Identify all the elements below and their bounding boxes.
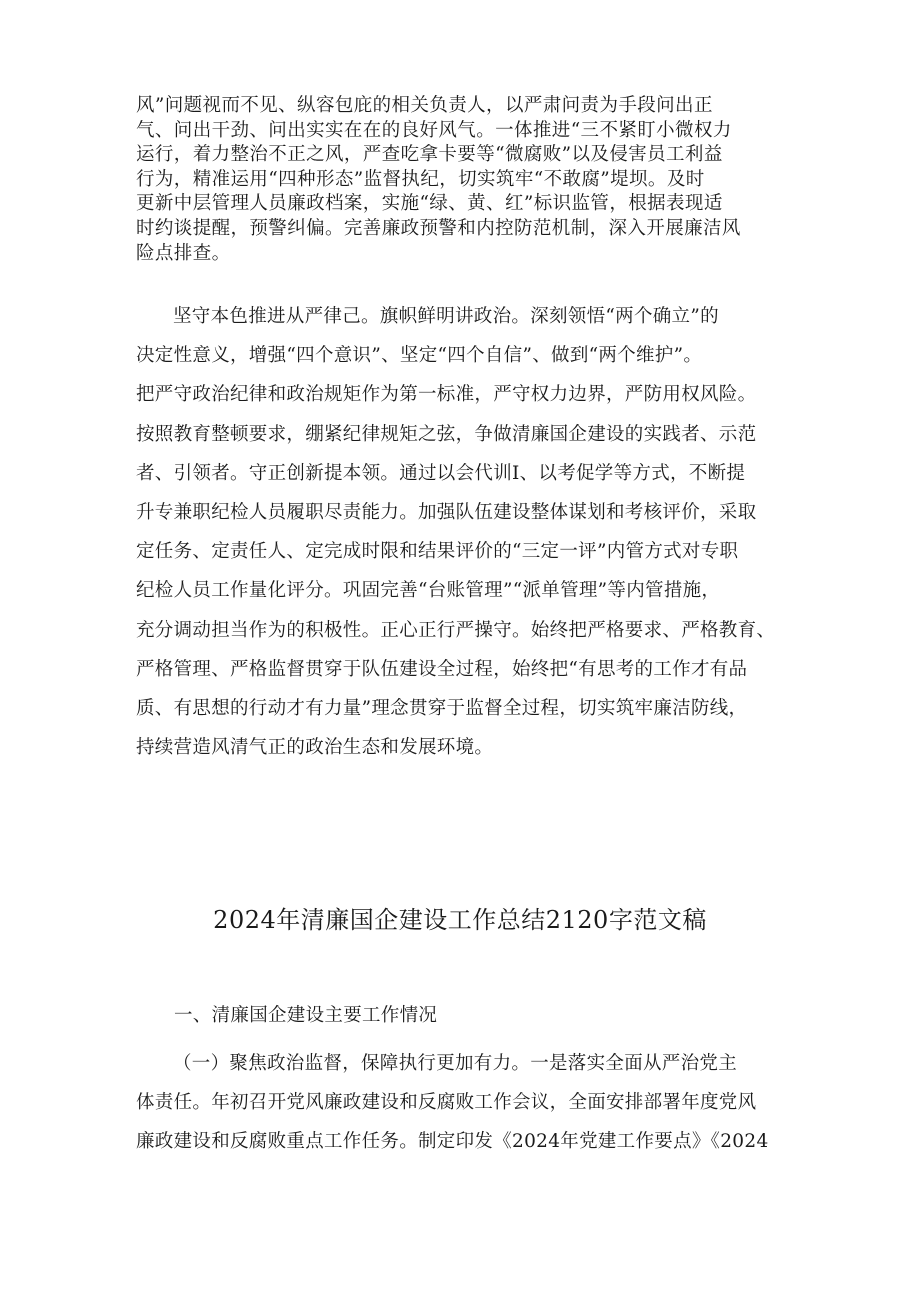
text-line: （一）聚焦政治监督，保障执行更加有力。一是落实全面从严治党主 [173, 1053, 738, 1074]
text-line: 时约谈提醒，预警纠偏。完善廉政预警和内控防范机制，深入开展廉洁风 [136, 217, 741, 239]
paragraph-political [136, 1044, 788, 1162]
paragraph-continued [136, 94, 788, 266]
text-line: 定任务、定责任人、定完成时限和结果评价的“三定一评”内管方式对专职 [136, 541, 739, 563]
text-line: 风”问题视而不见、纵容包庇的相关负责人，以严肃问责为手段问出正 [136, 95, 713, 116]
paragraph-integrity [136, 297, 788, 767]
text-line: 决定性意义，增强“四个意识”、坚定“四个自信”、做到“两个维护”。 [136, 345, 703, 367]
section-heading: 一、清廉国企建设主要工作情况 [174, 1005, 438, 1026]
text-line: 持续营造风清气正的政治生态和发展环境。 [136, 737, 494, 759]
text-line: 险点排查。 [136, 242, 231, 264]
text-line: 廉政建设和反腐败重点工作任务。制定印发《2024年党建工作要点》《2024 [136, 1131, 769, 1153]
text-line: 质、有思想的行动才有力量”理念贯穿于监督全过程，切实筑牢廉洁防线， [136, 698, 748, 720]
text-line: 纪检人员工作量化评分。巩固完善“台账管理”“派单管理”等内管措施， [136, 580, 721, 602]
text-line: 坚守本色推进从严律己。旗帜鲜明讲政治。深刻领悟“两个确立”的 [173, 306, 719, 327]
text-line: 体责任。年初召开党风廉政建设和反腐败工作会议，全面安排部署年度党风 [136, 1092, 757, 1114]
text-line: 气、问出干劲、问出实实在在的良好风气。一体推进“三不紧盯小微权力 [136, 119, 732, 141]
text-line: 严格管理、严格监督贯穿于队伍建设全过程，始终把“有思考的工作才有品 [136, 658, 748, 680]
text-line: 把严守政治纪律和政治规矩作为第一标准，严守权力边界，严防用权风险。 [136, 384, 757, 406]
text-line: 充分调动担当作为的积极性。正心正行严操守。始终把严格要求、严格教育、 [136, 619, 776, 641]
text-line: 行为，精准运用“四种形态”监督执纪，切实筑牢“不敢腐”堤坝。及时 [136, 168, 705, 190]
text-line: 按照教育整顿要求，绷紧纪律规矩之弦，争做清廉国企建设的实践者、示范 [136, 423, 757, 445]
text-line: 运行，着力整治不正之风，严查吃拿卡要等“微腐败”以及侵害员工利益 [136, 144, 723, 166]
document-title: 2024年清廉国企建设工作总结2120字范文稿 [213, 906, 707, 934]
text-line: 升专兼职纪检人员履职尽责能力。加强队伍建设整体谋划和考核评价，采取 [136, 502, 757, 524]
text-line: 更新中层管理人员廉政档案，实施“绿、黄、红”标识监管，根据表现适 [136, 193, 723, 215]
text-line: 者、引领者。守正创新提本领。通过以会代训I、以考促学等方式，不断提 [136, 462, 746, 484]
